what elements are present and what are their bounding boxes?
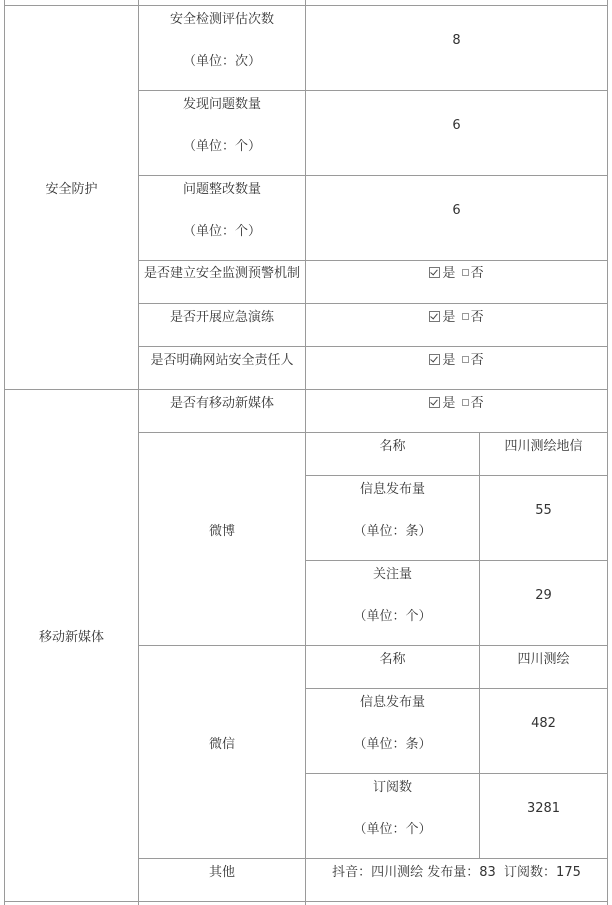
grid-line	[138, 432, 608, 433]
row-value: 6	[452, 203, 461, 218]
row-label: 安全检测评估次数	[169, 12, 274, 27]
yes-option: 是	[442, 353, 456, 368]
weibo-name-label: 名称	[379, 439, 406, 454]
weibo-follow-unit: （单位：个）	[353, 609, 432, 624]
checked-box-icon[interactable]	[429, 267, 440, 278]
wechat-name-value: 四川测绘	[517, 652, 570, 667]
grid-line	[138, 303, 608, 304]
weibo-publish-value: 55	[535, 503, 552, 518]
row-value: 8	[452, 33, 461, 48]
grid-line	[138, 175, 608, 176]
yes-no-field	[306, 310, 607, 326]
weibo-name-value: 四川测绘地信	[504, 439, 583, 454]
row-label: 是否明确网站安全责任人	[150, 353, 294, 368]
unchecked-box-icon[interactable]	[462, 356, 469, 363]
grid-line	[138, 858, 608, 859]
yes-option: 是	[442, 396, 456, 411]
yes-option: 是	[442, 310, 456, 325]
weibo-label: 微博	[208, 524, 235, 539]
checked-box-icon[interactable]	[429, 354, 440, 365]
yes-option: 是	[442, 266, 456, 281]
unchecked-box-icon[interactable]	[462, 313, 469, 320]
no-option: 否	[470, 396, 484, 411]
checked-box-icon[interactable]	[429, 397, 440, 408]
weibo-publish-unit: （单位：条）	[353, 524, 432, 539]
grid-line	[607, 0, 608, 905]
grid-line	[138, 0, 139, 905]
wechat-name-label: 名称	[379, 652, 406, 667]
row-unit: （单位：个）	[182, 139, 261, 154]
grid-line	[305, 773, 608, 774]
row-label: 是否有移动新媒体	[169, 396, 274, 411]
weibo-follow-value: 29	[535, 588, 552, 603]
no-option: 否	[470, 353, 484, 368]
row-unit: （单位：次）	[182, 54, 261, 69]
yes-no-field	[306, 353, 607, 369]
row-label: 发现问题数量	[182, 97, 261, 112]
wechat-subscribe-label: 订阅数	[372, 780, 412, 795]
other-label: 其他	[208, 865, 235, 880]
row-label: 是否建立安全监测预警机制	[143, 266, 300, 281]
grid-line	[138, 90, 608, 91]
wechat-publish-unit: （单位：条）	[353, 737, 432, 752]
grid-line	[4, 5, 608, 6]
row-label: 问题整改数量	[182, 182, 261, 197]
other-value: 抖音：四川测绘 发布量：83 订阅数：175	[332, 865, 581, 880]
row-label: 是否开展应急演练	[169, 310, 274, 325]
grid-line	[4, 0, 5, 905]
no-option: 否	[470, 266, 484, 281]
row-value: 6	[452, 118, 461, 133]
wechat-subscribe-unit: （单位：个）	[353, 822, 432, 837]
wechat-subscribe-value: 3281	[526, 801, 561, 816]
no-option: 否	[470, 310, 484, 325]
unchecked-box-icon[interactable]	[462, 269, 469, 276]
grid-line	[138, 260, 608, 261]
grid-line	[138, 346, 608, 347]
grid-line	[4, 389, 608, 390]
grid-line	[305, 475, 608, 476]
media-section-label: 移动新媒体	[38, 630, 104, 645]
checked-box-icon[interactable]	[429, 311, 440, 322]
security-section-label: 安全防护	[45, 182, 98, 197]
grid-line	[138, 645, 608, 646]
wechat-label: 微信	[208, 737, 235, 752]
unchecked-box-icon[interactable]	[462, 399, 469, 406]
weibo-publish-label: 信息发布量	[359, 482, 425, 497]
row-unit: （单位：个）	[182, 224, 261, 239]
grid-line	[305, 560, 608, 561]
yes-no-field	[306, 396, 607, 412]
wechat-publish-label: 信息发布量	[359, 695, 425, 710]
wechat-publish-value: 482	[531, 716, 556, 731]
yes-no-field	[306, 266, 607, 282]
grid-line	[4, 901, 608, 902]
grid-line	[305, 688, 608, 689]
weibo-follow-label: 关注量	[372, 567, 412, 582]
